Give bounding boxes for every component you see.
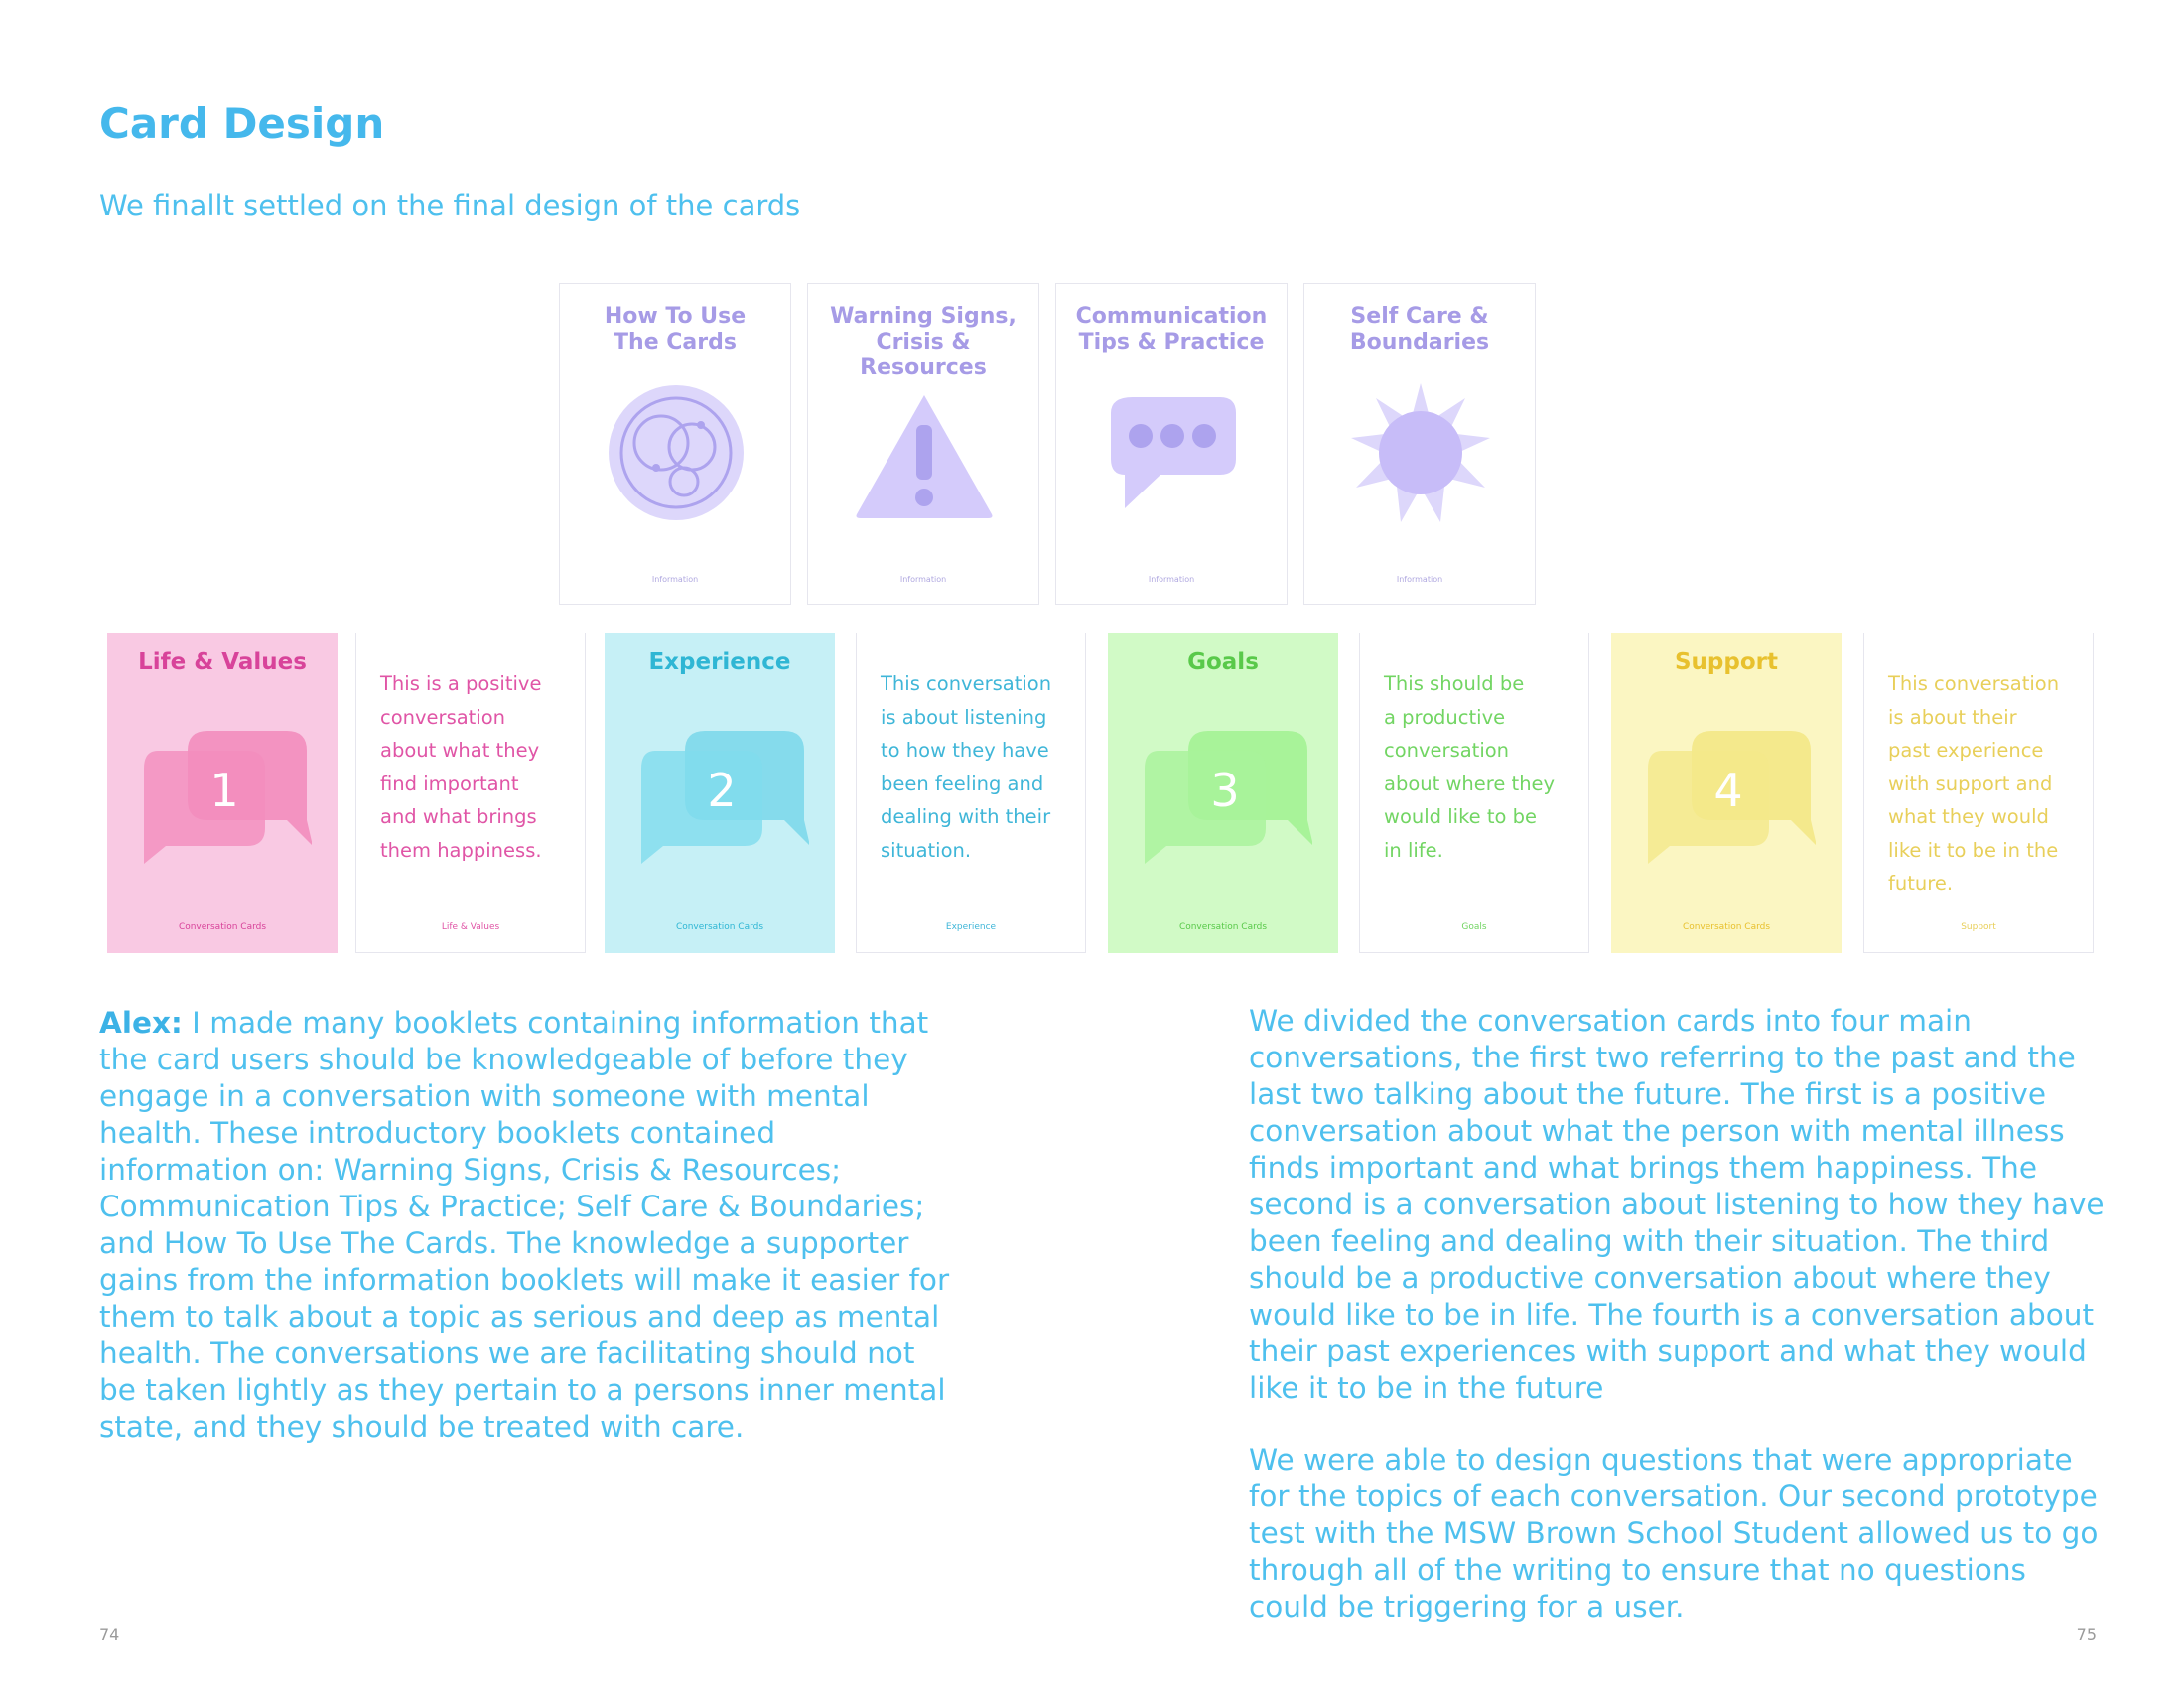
description-card-footer: Support [1961, 922, 1996, 932]
chat-bubbles-icon [138, 725, 312, 864]
conversation-card-title: Experience [648, 649, 791, 675]
conversation-card-support [1611, 633, 1842, 953]
description-card-footer: Goals [1461, 922, 1487, 932]
conversation-number: 1 [209, 764, 239, 817]
description-card-footer: Life & Values [441, 922, 500, 932]
description-card-experience [856, 633, 1086, 953]
conversation-card-footer: Conversation Cards [178, 922, 267, 932]
info-card-footer: Information [651, 575, 699, 584]
info-card-self-care [1303, 283, 1536, 605]
conversation-card-footer: Conversation Cards [1682, 922, 1771, 932]
conversation-card-life-values [107, 633, 338, 953]
description-card-goals [1359, 633, 1589, 953]
left-column-body: I made many booklets containing information that the card users should be knowledgeable of before they engage in a conversation with someone with mental health. These introductory booklets contained information on: Warning Signs, Crisis & Resources; Communication Tips & Practice; Self Care & Boundaries; and How To Use The Cards. The knowledge a supporter gains from the information booklets will make it easier for them to talk about a topic as serious and deep as mental health. The conversations we are facilitating should not be taken lightly as they pertain to a persons inner mental state, and they should be treated with care. [99, 1006, 950, 1444]
conversation-card-experience [605, 633, 835, 953]
info-card-communication [1055, 283, 1288, 605]
conversation-card-title: Support [1674, 649, 1778, 675]
left-column-text [99, 1005, 953, 1446]
speaker-label: Alex: [99, 1006, 183, 1040]
page-number-left: 74 [99, 1625, 120, 1644]
circles-icon [607, 383, 746, 522]
description-card-text: This is a positive conversation about what they find important and what brings them happiness. [380, 672, 542, 862]
conversation-number: 2 [707, 764, 737, 817]
warning-triangle-icon [855, 383, 994, 522]
conversation-number: 3 [1210, 764, 1240, 817]
conversation-card-title: Life & Values [138, 649, 307, 675]
chat-bubbles-icon [1642, 725, 1816, 864]
info-card-title: Warning Signs, Crisis & Resources [830, 304, 1017, 380]
info-card-title: Self Care & Boundaries [1349, 304, 1490, 354]
chat-bubbles-icon [635, 725, 809, 864]
conversation-card-footer: Conversation Cards [1178, 922, 1268, 932]
info-card-title: Communication Tips & Practice [1075, 304, 1268, 354]
description-card-life-values [355, 633, 586, 953]
conversation-card-goals [1108, 633, 1338, 953]
speech-bubble-icon [1103, 383, 1242, 522]
page-number-right: 75 [2076, 1625, 2097, 1644]
description-card-text: This conversation is about listening to how they have been feeling and dealing with their situation. [881, 672, 1052, 862]
page-subtitle: We finallt settled on the final design of the cards [99, 189, 801, 222]
right-column [1249, 1003, 2113, 1660]
conversation-card-title: Goals [1187, 649, 1259, 675]
sun-icon [1351, 383, 1490, 522]
description-card-support [1863, 633, 2094, 953]
right-column-paragraph: We divided the conversation cards into four main conversations, the first two referring to the past and the last two talking about the future. The first is a positive conversation about what the person with mental illness finds important and what brings them happiness. The second is a conversation about listening to how they have been feeling and dealing with their situation. The third should be a productive conversation about where they would like to be in life. The fourth is a conversation about their past experiences with support and what they would like it to be in the future [1249, 1004, 2105, 1405]
info-card-title: How To Use The Cards [604, 304, 747, 354]
info-card-footer: Information [1396, 575, 1443, 584]
chat-bubbles-icon [1139, 725, 1312, 864]
right-column-paragraph: We were able to design questions that were appropriate for the topics of each conversation. Our second prototype test with the MSW Brown School Student allowed us to go through all of the writing to ensure that no questions could be triggering for a user. [1249, 1443, 2099, 1623]
info-card-footer: Information [1148, 575, 1195, 584]
conversation-number: 4 [1713, 764, 1743, 817]
info-card-how-to-use [559, 283, 791, 605]
info-card-warning-signs [807, 283, 1039, 605]
description-card-text: This conversation is about their past experience with support and what they would like it to be in the future. [1888, 672, 2060, 895]
info-card-footer: Information [899, 575, 947, 584]
description-card-text: This should be a productive conversation about where they would like to be in life. [1384, 672, 1556, 862]
page-title: Card Design [99, 99, 385, 148]
description-card-footer: Experience [945, 922, 997, 932]
conversation-card-footer: Conversation Cards [675, 922, 764, 932]
